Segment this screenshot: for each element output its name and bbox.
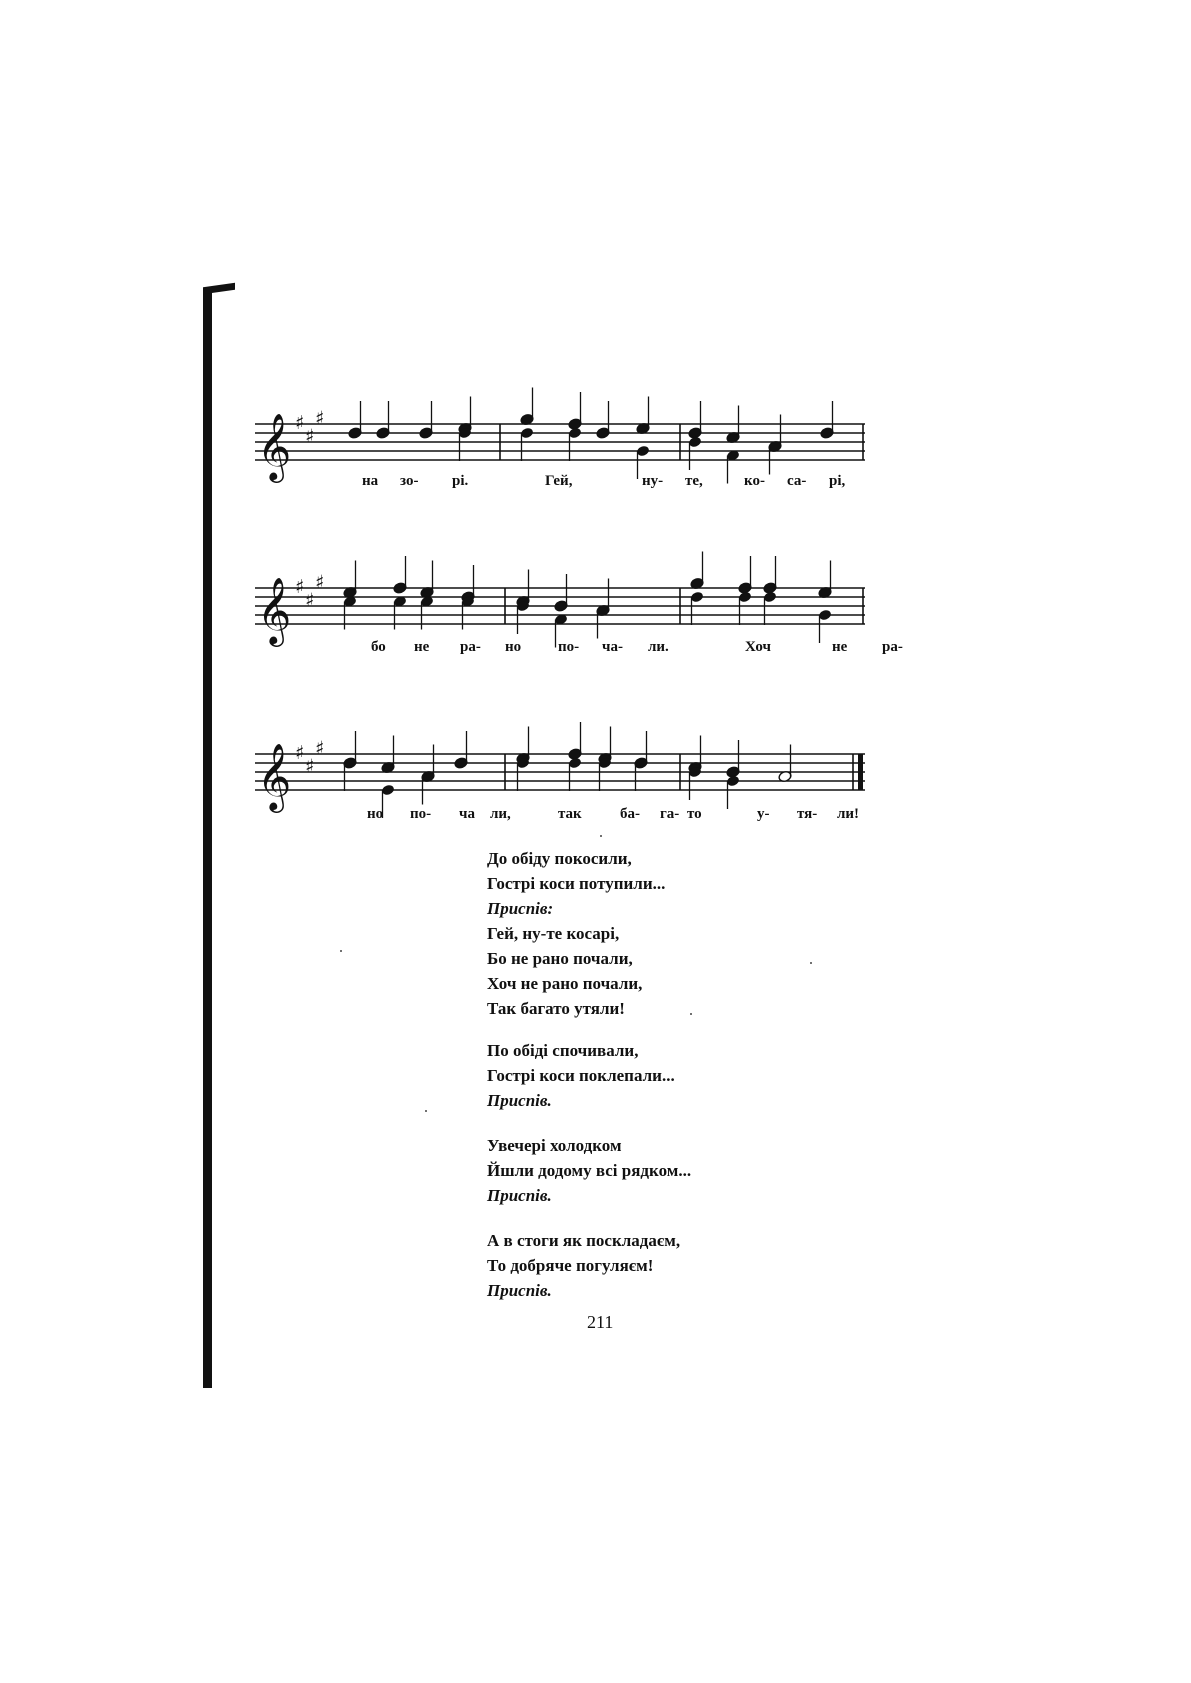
- refrain-marker: Приспів.: [487, 1091, 552, 1110]
- sharp-icon: ♯: [295, 576, 305, 598]
- page-number: 211: [587, 1312, 614, 1332]
- scan-speck: [690, 1013, 692, 1015]
- refrain-marker: Приспів.: [487, 1281, 552, 1300]
- lyric-syllable: га-: [660, 806, 680, 822]
- lyric-syllable: по-: [558, 639, 580, 655]
- lyric-syllable: са-: [787, 473, 807, 489]
- lyric-syllable: но: [367, 806, 384, 822]
- lyric-syllable: так: [558, 806, 582, 822]
- verse-line: А в стоги як поскладаєм,: [487, 1231, 681, 1250]
- verse-line: По обіді спочивали,: [487, 1041, 639, 1060]
- lyric-syllable: ра-: [882, 639, 903, 655]
- verse-line: Йшли додому всі рядком...: [487, 1161, 692, 1180]
- sharp-icon: ♯: [295, 412, 305, 434]
- lyric-syllable: но: [505, 639, 522, 655]
- score-system-1: [255, 388, 865, 484]
- lyric-syllable: ну-: [642, 473, 664, 489]
- verse-block: [487, 1228, 680, 1303]
- verse-block: [487, 1038, 675, 1113]
- scan-speck: [600, 835, 602, 837]
- verse-line: Гострі коси потупили...: [487, 874, 666, 893]
- scan-speck: [425, 1110, 427, 1112]
- lyric-syllable: по-: [410, 806, 432, 822]
- lyric-syllable: тя-: [797, 806, 818, 822]
- treble-clef-icon: 𝄞: [257, 576, 292, 644]
- scan-speck: [810, 962, 812, 964]
- lyric-syllable: не: [414, 639, 430, 655]
- verse-line: Увечері холодком: [487, 1136, 622, 1155]
- lyric-syllable: зо-: [400, 473, 419, 489]
- score-system-3: [255, 722, 865, 818]
- verse-line: До обіду покосили,: [487, 849, 632, 868]
- lyric-syllable: рі,: [829, 473, 846, 489]
- lyric-syllable: то: [687, 806, 702, 822]
- refrain-marker: Приспів.: [487, 1186, 552, 1205]
- lyric-syllable: ча-: [602, 639, 623, 655]
- refrain-line: Бо не рано почали,: [487, 949, 633, 968]
- lyric-syllable: ча: [459, 806, 475, 822]
- verse-line: То добряче погуляєм!: [487, 1256, 654, 1275]
- lyric-syllable: ли.: [648, 639, 669, 655]
- lyric-syllable: те,: [685, 473, 703, 489]
- final-barline: [858, 754, 863, 790]
- lyric-syllable: ли,: [490, 806, 511, 822]
- verse-block: [487, 1133, 691, 1208]
- lyric-syllable: рі.: [452, 473, 469, 489]
- treble-clef-icon: 𝄞: [257, 412, 292, 480]
- binding-edge: [203, 288, 212, 1388]
- lyric-syllable: ко-: [744, 473, 765, 489]
- refrain-line: Хоч не рано почали,: [487, 974, 643, 993]
- sharp-icon: ♯: [315, 737, 325, 760]
- refrain-line: Так багато утяли!: [487, 999, 625, 1018]
- lyric-syllable: ба-: [620, 806, 640, 822]
- scan-speck: [340, 950, 342, 952]
- lyric-syllable: у-: [757, 806, 770, 822]
- sharp-icon: ♯: [315, 571, 325, 594]
- score-system-2: [255, 552, 865, 648]
- verse-line: Гострі коси поклепали...: [487, 1066, 675, 1085]
- refrain-heading: Приспів:: [487, 899, 554, 918]
- lyric-syllable: ра-: [460, 639, 481, 655]
- sharp-icon: ♯: [305, 425, 315, 448]
- lyric-syllable: ли!: [837, 806, 860, 822]
- music-score: [255, 370, 955, 870]
- lyric-syllable: Хоч: [745, 639, 771, 655]
- sharp-icon: ♯: [315, 407, 325, 430]
- lyric-syllable: бо: [371, 639, 386, 655]
- sharp-icon: ♯: [295, 742, 305, 764]
- verse-block: [487, 846, 665, 1021]
- binding-corner: [203, 283, 235, 294]
- sharp-icon: ♯: [305, 755, 315, 778]
- sharp-icon: ♯: [305, 589, 315, 612]
- lyric-syllable: Гей,: [545, 473, 573, 489]
- refrain-line: Гей, ну-те косарі,: [487, 924, 620, 943]
- lyric-syllable: не: [832, 639, 848, 655]
- lyric-syllable: на: [362, 473, 379, 489]
- treble-clef-icon: 𝄞: [257, 742, 292, 810]
